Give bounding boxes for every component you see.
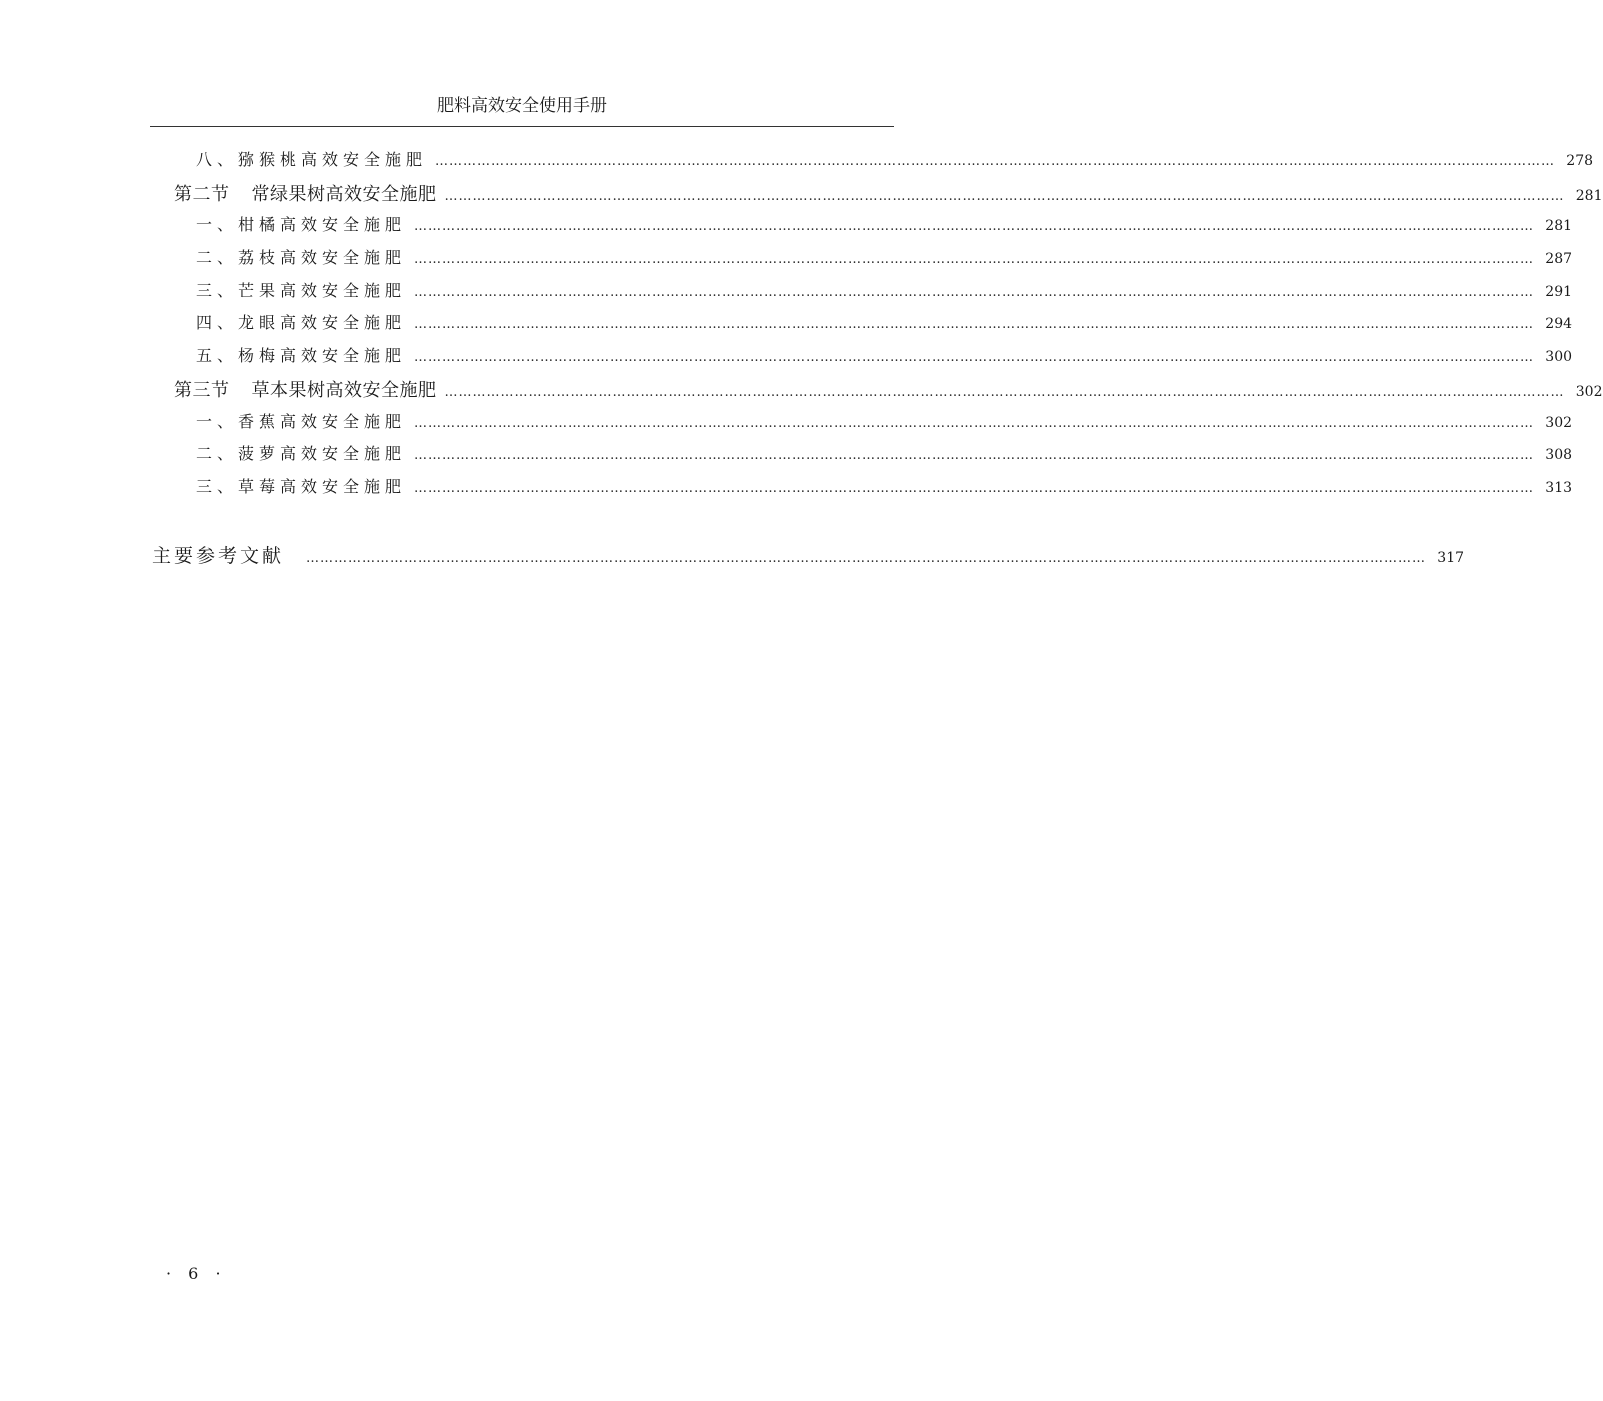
toc-chapter-label: 主要参考文献 — [152, 544, 285, 567]
leader-dots: …………………………………………………………………………………………………………………………………………………………………………………………………………………… — [444, 384, 1565, 400]
leader-dots: …………………………………………………………………………………………………………………………………………………………………………………………………………………… — [444, 188, 1565, 204]
leader-dots: …………………………………………………………………………………………………………………………………………………………………………………………………………………… — [414, 317, 1535, 333]
toc-entry-label: 三、草莓高效安全施肥 — [196, 476, 407, 496]
book-title: 肥料高效安全使用手册 — [437, 96, 607, 116]
toc-page-number: 281 — [1545, 218, 1573, 235]
section-title: 草本果树高效安全施肥 — [251, 379, 437, 401]
toc-entry-label: 三、芒果高效安全施肥 — [196, 280, 407, 300]
section-number: 第二节 — [174, 183, 230, 205]
toc-section[interactable] — [150, 180, 1603, 213]
leader-dots: …………………………………………………………………………………………………………………………………………………………………………………………………………………… — [414, 448, 1535, 464]
leader-dots: …………………………………………………………………………………………………………………………………………………………………………………………………………………… — [414, 480, 1535, 496]
section-number: 第三节 — [174, 379, 230, 401]
section-title: 常绿果树高效安全施肥 — [251, 183, 437, 205]
table-of-contents — [150, 147, 1603, 577]
leader-dots: …………………………………………………………………………………………………………………………………………………………………………………………………………………… — [306, 550, 1427, 566]
toc-entry[interactable] — [150, 310, 1573, 343]
toc-page-number: 278 — [1566, 153, 1594, 169]
toc-entry-label: 八、猕猴桃高效安全施肥 — [196, 150, 428, 169]
toc-page-number: 291 — [1545, 283, 1573, 300]
toc-entry[interactable] — [150, 474, 1573, 507]
leader-dots: …………………………………………………………………………………………………………………………………………………………………………………………………………………… — [414, 284, 1535, 300]
leader-dots: …………………………………………………………………………………………………………………………………………………………………………………………………………………… — [435, 154, 1556, 169]
toc-entry-label: 一、香蕉高效安全施肥 — [196, 411, 407, 431]
toc-page-number: 294 — [1545, 316, 1573, 333]
toc-entry-label: 一、柑橘高效安全施肥 — [196, 215, 407, 235]
toc-page-number: 317 — [1437, 549, 1465, 566]
toc-section-label — [150, 376, 437, 402]
toc-entry[interactable] — [150, 212, 1573, 245]
page-footer — [166, 1264, 227, 1283]
page-number: · 6 · — [166, 1264, 227, 1283]
toc-section[interactable] — [150, 376, 1603, 409]
toc-entry[interactable] — [150, 343, 1573, 376]
toc-page-number: 287 — [1545, 251, 1573, 268]
toc-entry-label: 五、杨梅高效安全施肥 — [196, 346, 407, 366]
leader-dots: …………………………………………………………………………………………………………………………………………………………………………………………………………………… — [414, 350, 1535, 366]
leader-dots: …………………………………………………………………………………………………………………………………………………………………………………………………………………… — [414, 415, 1535, 431]
toc-page-number: 313 — [1545, 479, 1573, 496]
running-header — [150, 92, 894, 127]
toc-entry[interactable] — [150, 409, 1573, 442]
toc-page-number: 302 — [1545, 414, 1573, 431]
toc-page-number: 302 — [1575, 383, 1603, 400]
toc-section-label — [150, 180, 437, 206]
toc-entry-label: 二、菠萝高效安全施肥 — [196, 444, 407, 464]
leader-dots: …………………………………………………………………………………………………………………………………………………………………………………………………………………… — [414, 219, 1535, 235]
toc-entry[interactable] — [150, 147, 1594, 180]
toc-page-number: 281 — [1575, 187, 1603, 204]
toc-entry[interactable] — [150, 245, 1573, 278]
toc-entry[interactable] — [150, 441, 1573, 474]
leader-dots: …………………………………………………………………………………………………………………………………………………………………………………………………………………… — [414, 252, 1535, 268]
toc-entry[interactable] — [150, 278, 1573, 311]
toc-entry-label: 二、荔枝高效安全施肥 — [196, 248, 407, 268]
toc-page-number: 300 — [1545, 349, 1573, 366]
toc-entry-label: 四、龙眼高效安全施肥 — [196, 313, 407, 333]
toc-page-number: 308 — [1545, 447, 1573, 464]
toc-chapter[interactable] — [150, 541, 1465, 577]
